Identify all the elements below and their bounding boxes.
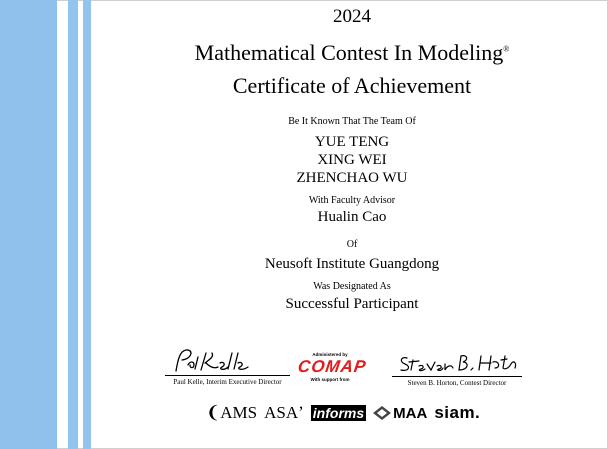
support-from-text: With support from [310,377,350,382]
signature-caption-left: Paul Kelle, Interim Executive Director [173,378,282,386]
team-member-name: YUE TENG [314,134,390,150]
maa-logo [373,405,427,422]
asa-logo [264,403,304,423]
informs-logo [311,405,366,421]
comap-block [296,352,368,382]
registered-mark: ® [503,44,510,54]
left-decorative-band-wide [0,0,57,449]
administered-by-text: Administered by [312,352,348,357]
contest-name: Mathematical Contest In Modeling [194,40,504,65]
siam-logo: siam. [434,403,481,422]
maa-emblem-icon [373,406,391,420]
of-label: Of [346,239,358,250]
signature-block-left [165,345,290,386]
certificate-year: 2024 [333,6,371,27]
known-line: Be It Known That The Team Of [288,116,416,127]
certificate-subtitle: Certificate of Achievement [232,73,472,98]
ams-logo [206,403,257,423]
designation-award: Successful Participant [285,296,419,312]
signature-line-left [165,375,290,376]
informs-logo-text: informs [312,405,365,421]
contest-title [96,40,608,66]
signature-caption-right: Steven B. Horton, Contest Director [407,379,507,387]
ams-arc-icon: ❨ [206,403,221,422]
team-members [96,133,608,187]
maa-logo-text: MAA [393,404,428,422]
comap-logo: COMAP [296,357,368,376]
team-member-name: ZHENCHAO WU [296,170,408,186]
signature-line-right [392,376,522,377]
designation-label: Was Designated As [313,281,391,292]
signature-image-left [168,345,288,375]
advisor-label: With Faculty Advisor [308,195,396,206]
sponsor-logos-row [206,400,480,426]
asa-logo-text: ASA [264,403,299,422]
left-decorative-band-narrow [83,0,91,449]
signature-block-right [392,350,522,387]
left-decorative-band-middle [68,0,78,449]
institution-name: Neusoft Institute Guangdong [264,256,440,272]
signature-image-right [395,350,520,376]
asa-bars-icon: ʼ [298,403,304,422]
advisor-name: Hualin Cao [317,209,387,225]
ams-logo-text: AMS [220,403,258,422]
team-member-name: XING WEI [317,152,387,168]
